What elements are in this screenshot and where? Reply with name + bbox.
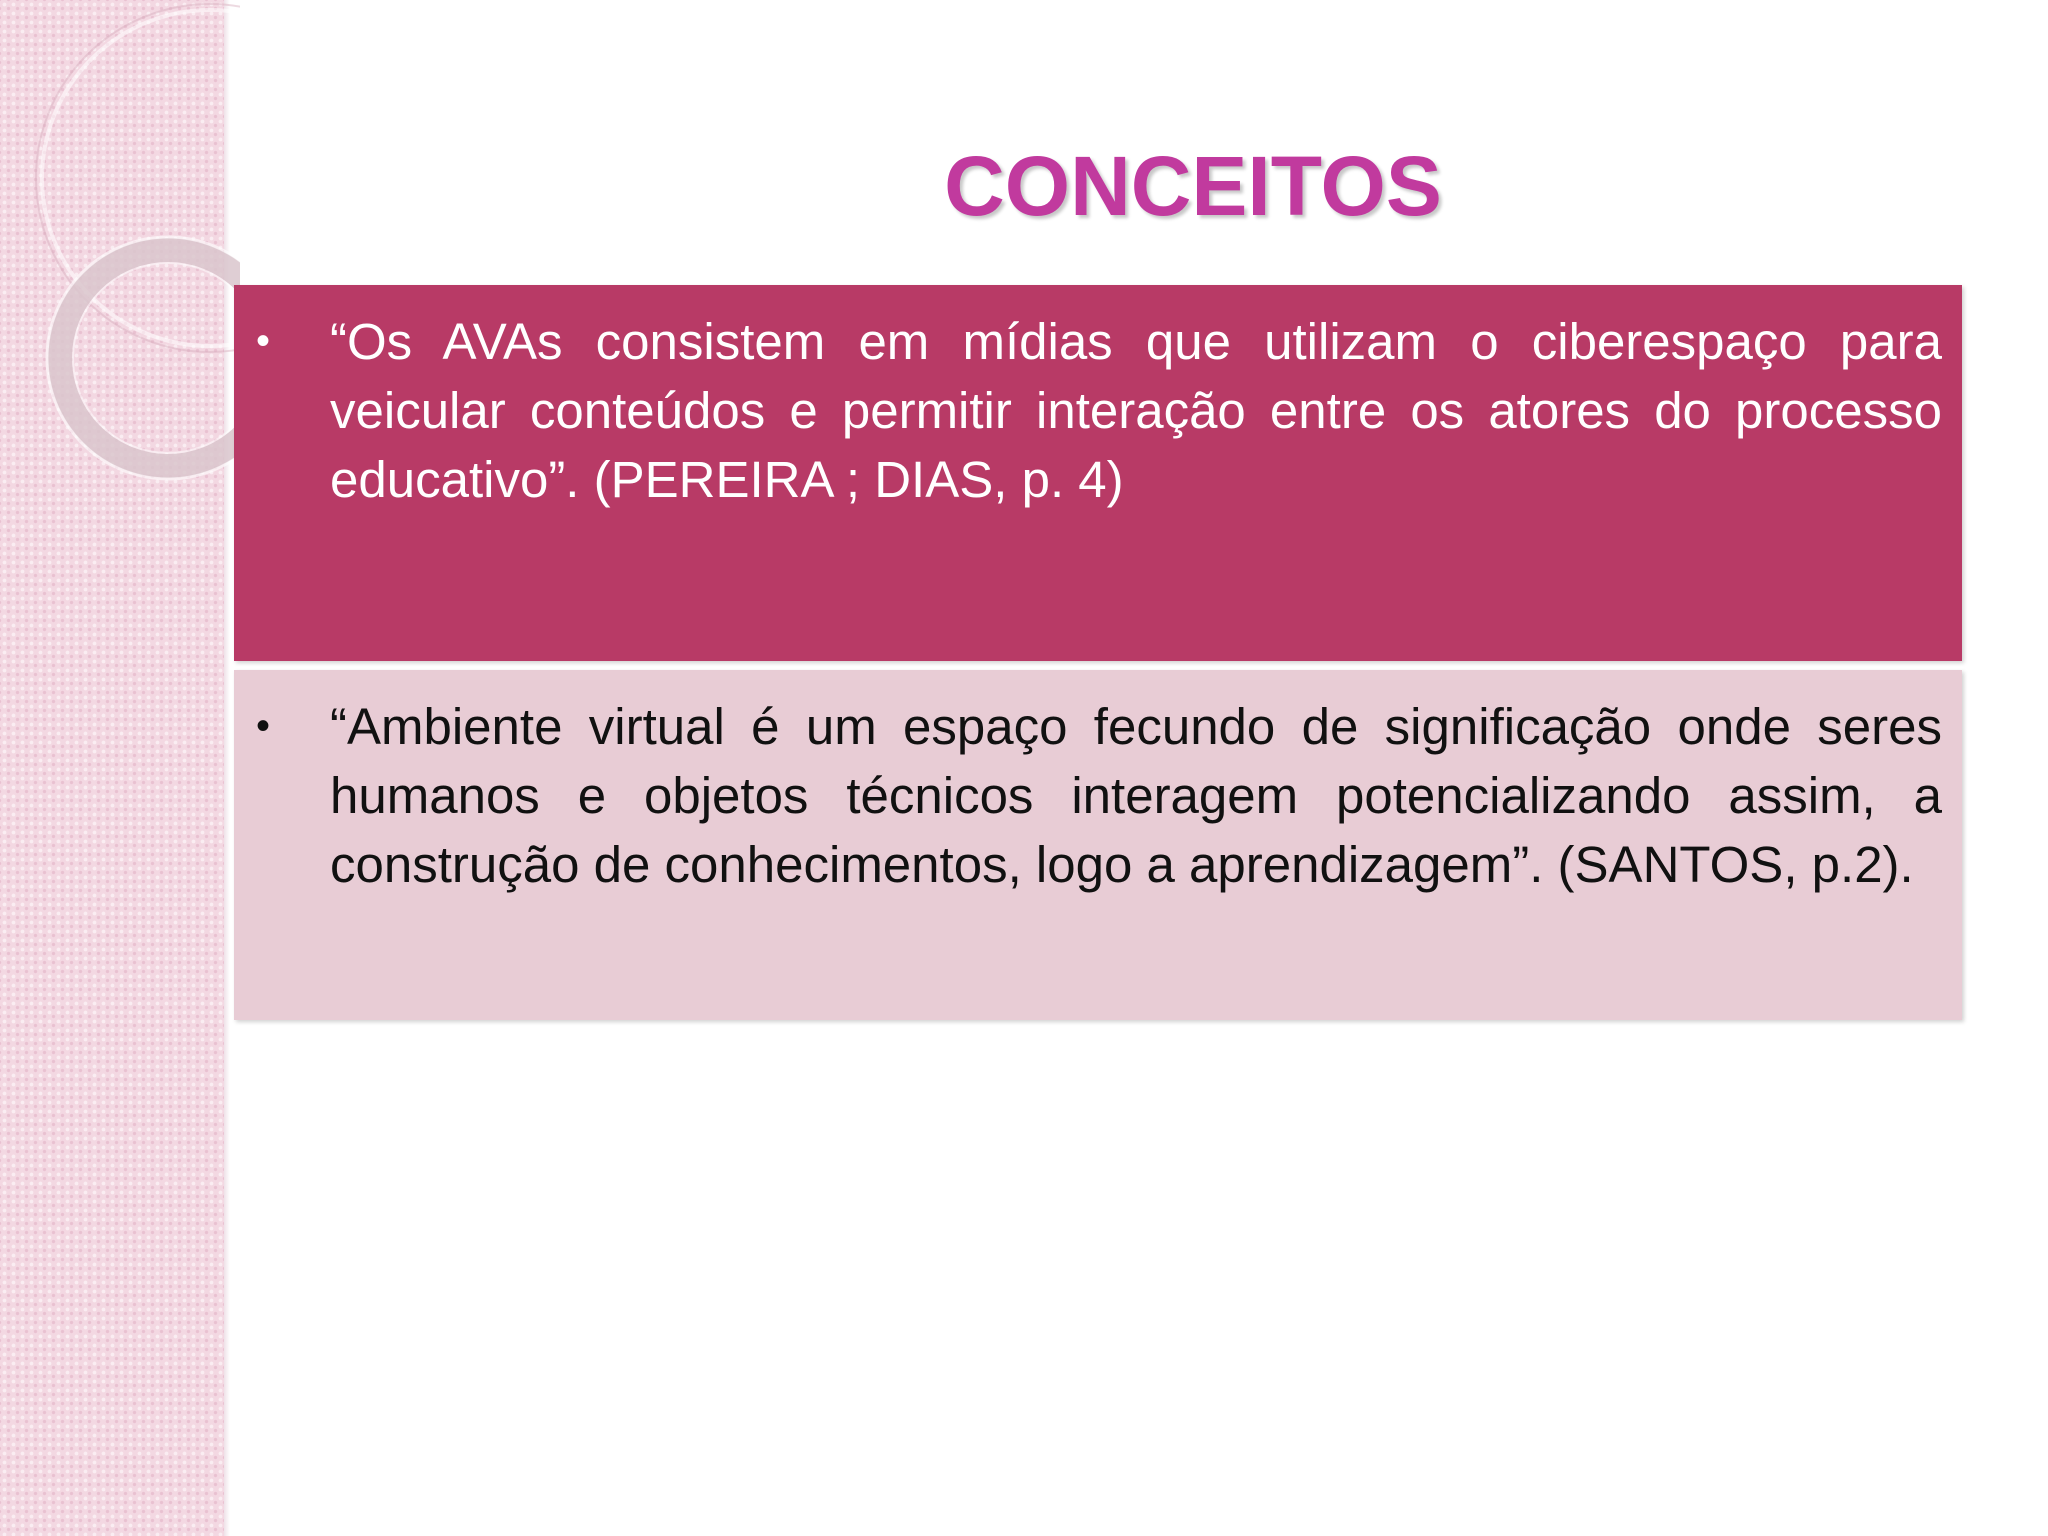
- definition-box-1: [234, 285, 1962, 661]
- definition-box-2: [234, 670, 1962, 1020]
- slide-title: CONCEITOS: [944, 139, 1442, 233]
- quote-text-1: “Os AVAs consistem em mídias que utilizam o ciberespaço para veicular conteúdos e permitir interação entre os atores do processo educativo”. (PEREIRA ; DIAS, p. 4): [330, 313, 1942, 508]
- bullet-item-1: [234, 307, 1962, 514]
- bullet-item-2: [234, 692, 1962, 899]
- quote-text-2: “Ambiente virtual é um espaço fecundo de significação onde seres humanos e objetos técnicos interagem potencializando assim, a construção de conhecimentos, logo a aprendizagem”. (SANTOS, p.2).: [330, 698, 1942, 893]
- bullet-icon: •: [256, 704, 271, 748]
- decorative-side-band: [0, 0, 228, 1536]
- bullet-icon: •: [256, 319, 271, 363]
